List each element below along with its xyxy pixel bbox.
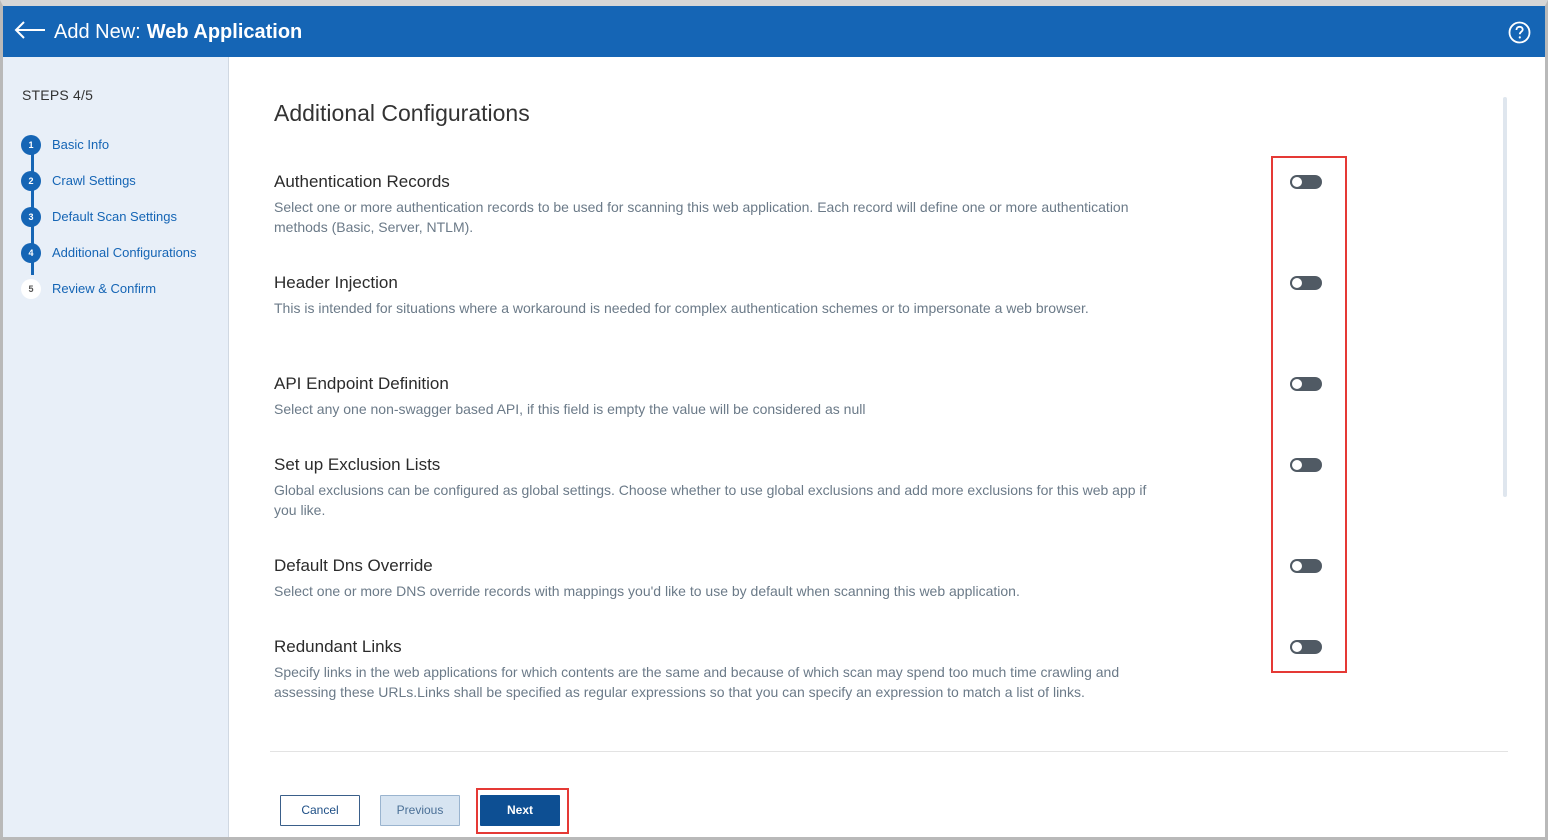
cancel-button[interactable]: Cancel xyxy=(280,795,360,826)
section-title: Redundant Links xyxy=(274,637,402,656)
section-title: Authentication Records xyxy=(274,172,450,191)
step-default-scan-settings[interactable] xyxy=(21,207,221,229)
section-title: Header Injection xyxy=(274,273,398,292)
steps-sidebar xyxy=(3,57,229,840)
vertical-scrollbar[interactable] xyxy=(1503,97,1507,497)
steps-progress: STEPS 4/5 xyxy=(22,87,94,103)
step-label: Default Scan Settings xyxy=(52,209,178,224)
section-description: Select one or more authentication records to be used for scanning this web application. Each record will define one or more authentication methods (Basic, Server, NTLM). xyxy=(274,199,1129,235)
section-description: Select one or more DNS override records with mappings you'd like to use by default when scanning this web application. xyxy=(274,583,1020,599)
section-title: Set up Exclusion Lists xyxy=(274,455,441,474)
step-label: Additional Configurations xyxy=(52,245,197,260)
step-review-confirm[interactable] xyxy=(21,279,221,301)
header-title-prefix: Add New: xyxy=(54,21,141,43)
config-authentication-records xyxy=(274,171,1154,237)
page-header-title xyxy=(54,20,302,44)
footer-divider xyxy=(270,751,1508,752)
step-basic-info[interactable] xyxy=(21,135,221,157)
next-button[interactable]: Next xyxy=(480,795,560,826)
step-number: 4 xyxy=(21,243,41,263)
step-number: 5 xyxy=(21,279,41,299)
step-label: Review & Confirm xyxy=(52,281,157,296)
step-crawl-settings[interactable] xyxy=(21,171,221,193)
section-title: API Endpoint Definition xyxy=(274,374,449,393)
config-redundant-links xyxy=(274,636,1154,702)
section-description: Specify links in the web applications for which contents are the same and because of which scan may spend too much time crawling and assessing these URLs.Links shall be specified as regular expressions so that you can specify an expression to match a list of links. xyxy=(274,664,1120,700)
section-title: Default Dns Override xyxy=(274,556,433,575)
question-circle-icon[interactable] xyxy=(1508,21,1531,44)
section-description: Select any one non-swagger based API, if this field is empty the value will be considered as null xyxy=(274,401,866,417)
config-header-injection xyxy=(274,272,1154,318)
config-exclusion-lists xyxy=(274,454,1154,520)
config-api-endpoint-definition xyxy=(274,373,1154,419)
step-number: 3 xyxy=(21,207,41,227)
config-default-dns-override xyxy=(274,555,1154,601)
section-description: Global exclusions can be configured as global settings. Choose whether to use global exclusions and add more exclusions for this web app if you like. xyxy=(274,482,1147,518)
page-title: Additional Configurations xyxy=(274,100,530,126)
section-description: This is intended for situations where a workaround is needed for complex authentication schemes or to impersonate a web browser. xyxy=(274,300,1089,316)
step-number: 1 xyxy=(21,135,41,155)
previous-button[interactable]: Previous xyxy=(380,795,460,826)
step-label: Crawl Settings xyxy=(52,173,136,188)
next-button-highlight-box xyxy=(476,788,569,834)
header-bar xyxy=(3,6,1545,57)
arrow-left-icon[interactable] xyxy=(13,19,47,41)
toggles-highlight-box xyxy=(1271,156,1347,673)
header-title-name: Web Application xyxy=(146,21,303,43)
step-number: 2 xyxy=(21,171,41,191)
step-additional-configurations[interactable] xyxy=(21,243,221,265)
main-content xyxy=(230,57,1545,840)
step-label: Basic Info xyxy=(52,137,110,152)
